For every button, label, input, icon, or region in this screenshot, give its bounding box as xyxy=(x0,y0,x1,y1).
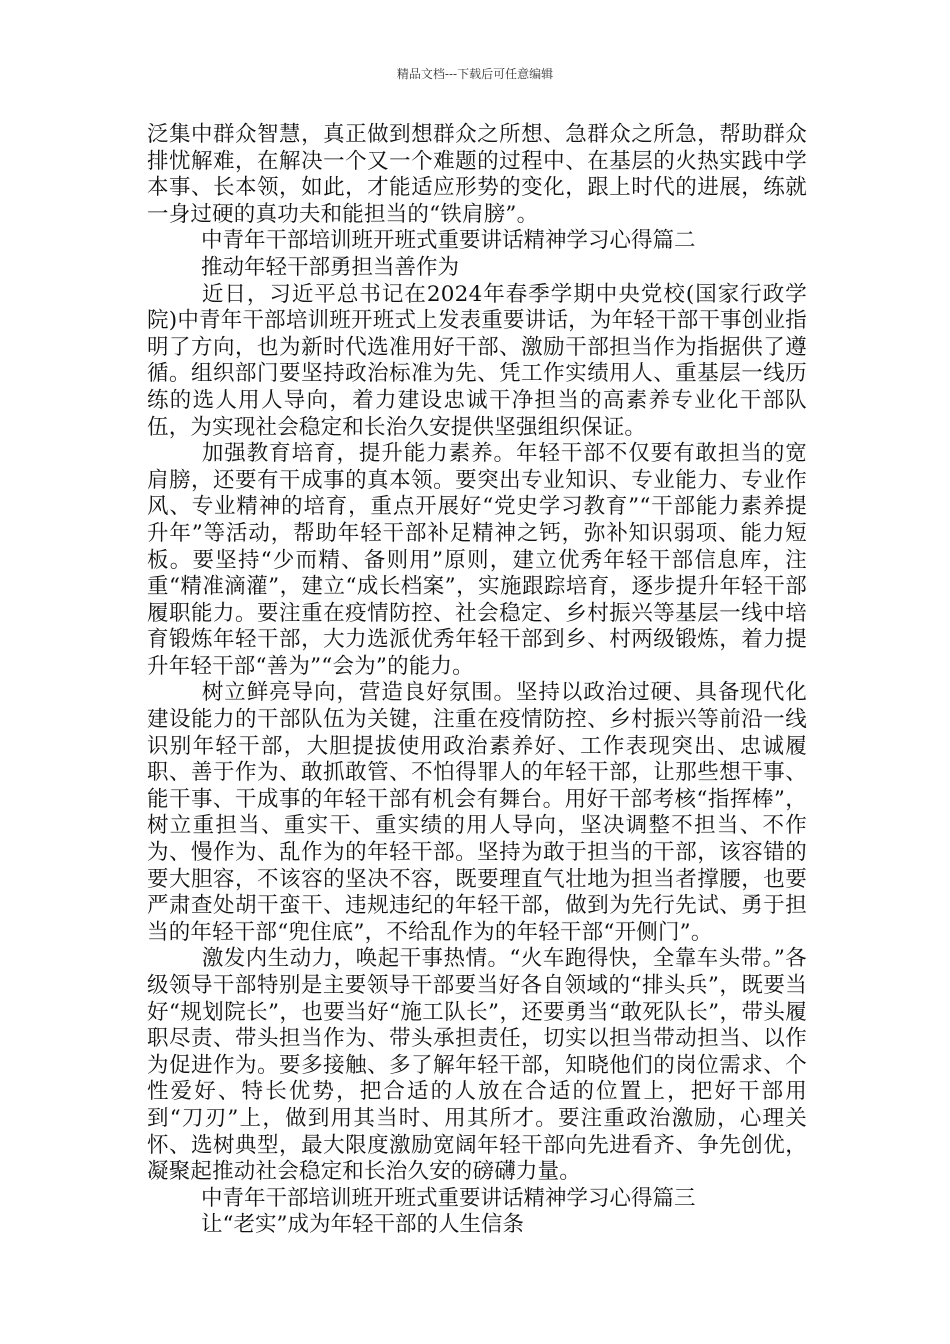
section-title-2: 中青年干部培训班开班式重要讲话精神学习心得篇二 xyxy=(201,228,696,254)
section-subtitle-2: 推动年轻干部勇担当善作为 xyxy=(201,254,460,280)
section-title-3: 中青年干部培训班开班式重要讲话精神学习心得篇三 xyxy=(201,1185,696,1211)
paragraph-2-4: 激发内生动力，唤起干事热情。“火车跑得快，全靠车头带。”各级领导干部特别是主要领导干部要当好各自领域的“排头兵”，既要当好“规划院长”，也要当好“施工队长”，还要勇当“敢死队长”，带头履职尽责、带头担当作为、带头承担责任，切实以担当带动担当、以作为促进作为。要多接触、多了解年轻干部，知晓他们的岗位需求、个性爱好、特长优势，把合适的人放在合适的位置上，把好干部用到“刀刃”上，做到用其当时、用其所才。要注重政治激励，心理关怀、选树典型，最大限度激励宽阔年轻干部向先进看齐、争先创优，凝聚起推动社会稳定和长治久安的磅礴力量。 xyxy=(147,946,807,1185)
page-header: 精品文档---下载后可任意编辑 xyxy=(396,67,554,81)
paragraph-2-1: 近日，习近平总书记在2024年春季学期中央党校(国家行政学院)中青年干部培训班开班式上发表重要讲话，为年轻干部干事创业指明了方向，也为新时代选准用好干部、激励干部担当作为指据供了遵循。组织部门要坚持政治标准为先、凭工作实绩用人、重基层一线历练的选人用人导向，着力建设忠诚干净担当的高素养专业化干部队伍，为实现社会稳定和长治久安提供坚强组织保证。 xyxy=(147,281,807,440)
section-subtitle-3: 让“老实”成为年轻干部的人生信条 xyxy=(201,1212,524,1238)
paragraph-continued: 泛集中群众智慧，真正做到想群众之所想、急群众之所急，帮助群众排忧解难，在解决一个又一个难题的过程中、在基层的火热实践中学本事、长本领，如此，才能适应形势的变化，跟上时代的进展，练就一身过硬的真功夫和能担当的“铁肩膀”。 xyxy=(147,122,807,227)
paragraph-2-3: 树立鲜亮导向，营造良好氛围。坚持以政治过硬、具备现代化建设能力的干部队伍为关键，注重在疫情防控、乡村振兴等前沿一线识别年轻干部，大胆提拔使用政治素养好、工作表现突出、忠诚履职、善于作为、敢抓敢管、不怕得罪人的年轻干部，让那些想干事、能干事、干成事的年轻干部有机会有舞台。用好干部考核“指挥棒”，树立重担当、重实干、重实绩的用人导向，坚决调整不担当、不作为、慢作为、乱作为的年轻干部。坚持为敢于担当的干部，该容错的要大胆容，不该容的坚决不容，既要理直气壮地为担当者撑腰，也要严肃查处胡干蛮干、违规违纪的年轻干部，做到为先行先试、勇于担当的年轻干部“兜住底”，不给乱作为的年轻干部“开侧门”。 xyxy=(147,680,807,945)
document-body xyxy=(147,122,807,1239)
paragraph-2-2: 加强教育培育，提升能力素养。年轻干部不仅要有敢担当的宽肩膀，还要有干成事的真本领。要突出专业知识、专业能力、专业作风、专业精神的培育，重点开展好“党史学习教育”“干部能力素养提升年”等活动，帮助年轻干部补足精神之钙，弥补知识弱项、能力短板。要坚持“少而精、备则用”原则，建立优秀年轻干部信息库，注重“精准滴灌”，建立“成长档案”，实施跟踪培育，逐步提升年轻干部履职能力。要注重在疫情防控、社会稳定、乡村振兴等基层一线中培育锻炼年轻干部，大力选派优秀年轻干部到乡、村两级锻炼，着力提升年轻干部“善为”“会为”的能力。 xyxy=(147,441,807,679)
